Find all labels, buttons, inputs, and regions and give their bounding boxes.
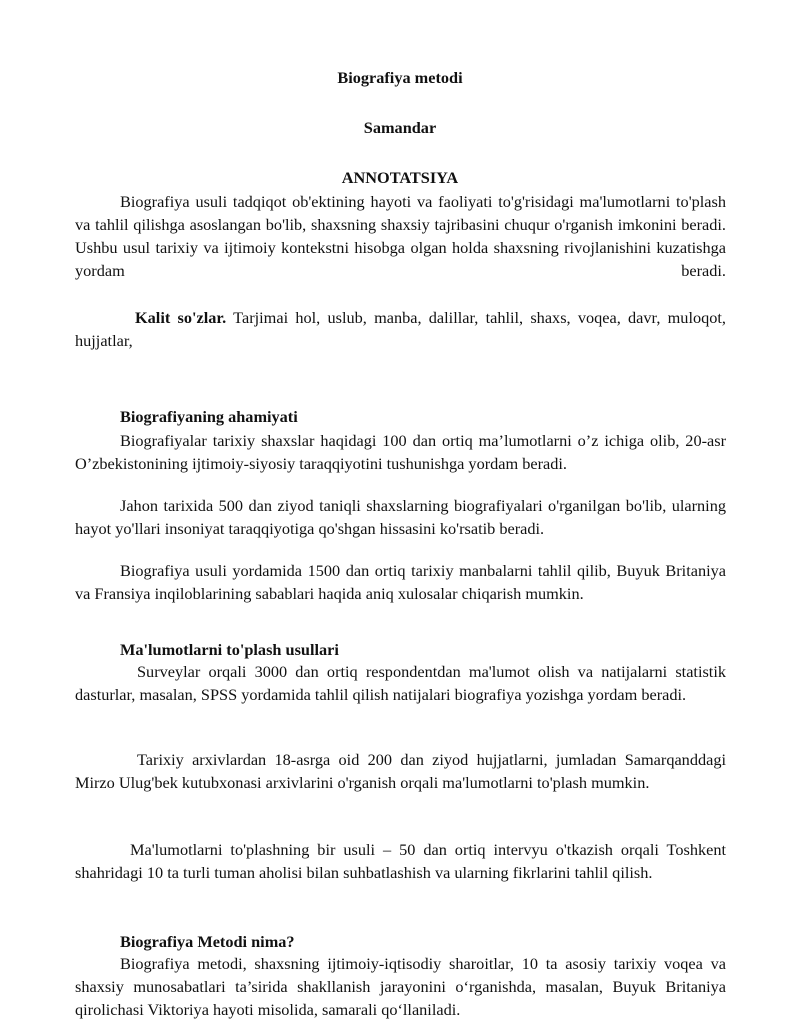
paragraph-text: Biografiya metodi, shaxsning ijtimoiy-iqtisodiy sharoitlar, 10 ta asosiy tarixiy voqea va shaxsiy munosabatlari ta’sirida shakllanish jarayonini o‘rganishda, masalan, Buyuk Britaniya qirolichasi Viktoriya hayoti misolida, samarali qo‘llaniladi. — [75, 954, 726, 1019]
abstract-heading: ANNOTATSIYA — [341, 168, 459, 187]
keywords-paragraph — [75, 306, 726, 352]
body-paragraph — [75, 748, 726, 794]
body-paragraph — [75, 660, 726, 706]
keywords-label: Kalit so'zlar. — [135, 308, 227, 327]
paragraph-text: Ma'lumotlarni to'plashning bir usuli – 50 dan ortiq intervyu o'tkazish orqali Toshkent shahridagi 10 ta turli tuman aholisi bilan suhbatlashish va ularning fikrlarini tahlil qilish. — [75, 840, 726, 882]
body-paragraph — [75, 952, 726, 1021]
document-title: Biografiya metodi — [337, 68, 463, 87]
paragraph-text: Biografiya usuli yordamida 1500 dan ortiq tarixiy manbalarni tahlil qilib, Buyuk Britaniya va Fransiya inqiloblarining sabablari haqida aniq xulosalar chiqarish mumkin. — [75, 561, 726, 603]
body-paragraph — [75, 494, 726, 540]
author-name: Samandar — [363, 118, 437, 137]
section-heading: Biografiya Metodi nima? — [120, 932, 295, 951]
body-paragraph — [75, 838, 726, 884]
body-paragraph — [75, 559, 726, 605]
paragraph-text: Biografiyalar tarixiy shaxslar haqidagi 100 dan ortiq ma’lumotlarni o’z ichiga olib, 20-asr O’zbekistonining ijtimoiy-siyosiy taraqqiyotini tushunishga yordam beradi. — [75, 431, 726, 473]
section-heading: Biografiyaning ahamiyati — [120, 407, 298, 426]
section-heading: Ma'lumotlarni to'plash usullari — [120, 640, 339, 659]
body-paragraph — [75, 429, 726, 475]
paragraph-text: Surveylar orqali 3000 dan ortiq respondentdan ma'lumot olish va natijalarni statistik dasturlar, masalan, SPSS yordamida tahlil qilish natijalari biografiya yozishga yordam beradi. — [75, 662, 726, 704]
paragraph-text: Tarixiy arxivlardan 18-asrga oid 200 dan ziyod hujjatlarni, jumladan Samarqanddagi Mirzo Ulug'bek kutubxonasi arxivlarini o'rganish orqali ma'lumotlarni to'plash mumkin. — [75, 750, 726, 792]
paragraph-text: Jahon tarixida 500 dan ziyod taniqli shaxslarning biografiyalari o'rganilgan bo'lib, ularning hayot yo'llari insoniyat taraqqiyotiga qo'shgan hissasini ko'rsatib beradi. — [75, 496, 726, 538]
abstract-text: Biografiya usuli tadqiqot ob'ektining hayoti va faoliyati to'g'risidagi ma'lumotlarni to'plash va tahlil qilishga asoslangan bo'lib, shaxsning shaxsiy tajribasini chuqur o'rganish imkonini beradi. Ushbu usul tarixiy va ijtimoiy kontekstni hisobga olgan holda shaxsning rivojlanishini kuzatishga yordam beradi. — [75, 192, 726, 280]
keywords-text: Tarjimai hol, uslub, manba, dalillar, tahlil, shaxs, voqea, davr, muloqot, hujjatlar, — [75, 308, 726, 350]
abstract-paragraph — [75, 190, 726, 282]
